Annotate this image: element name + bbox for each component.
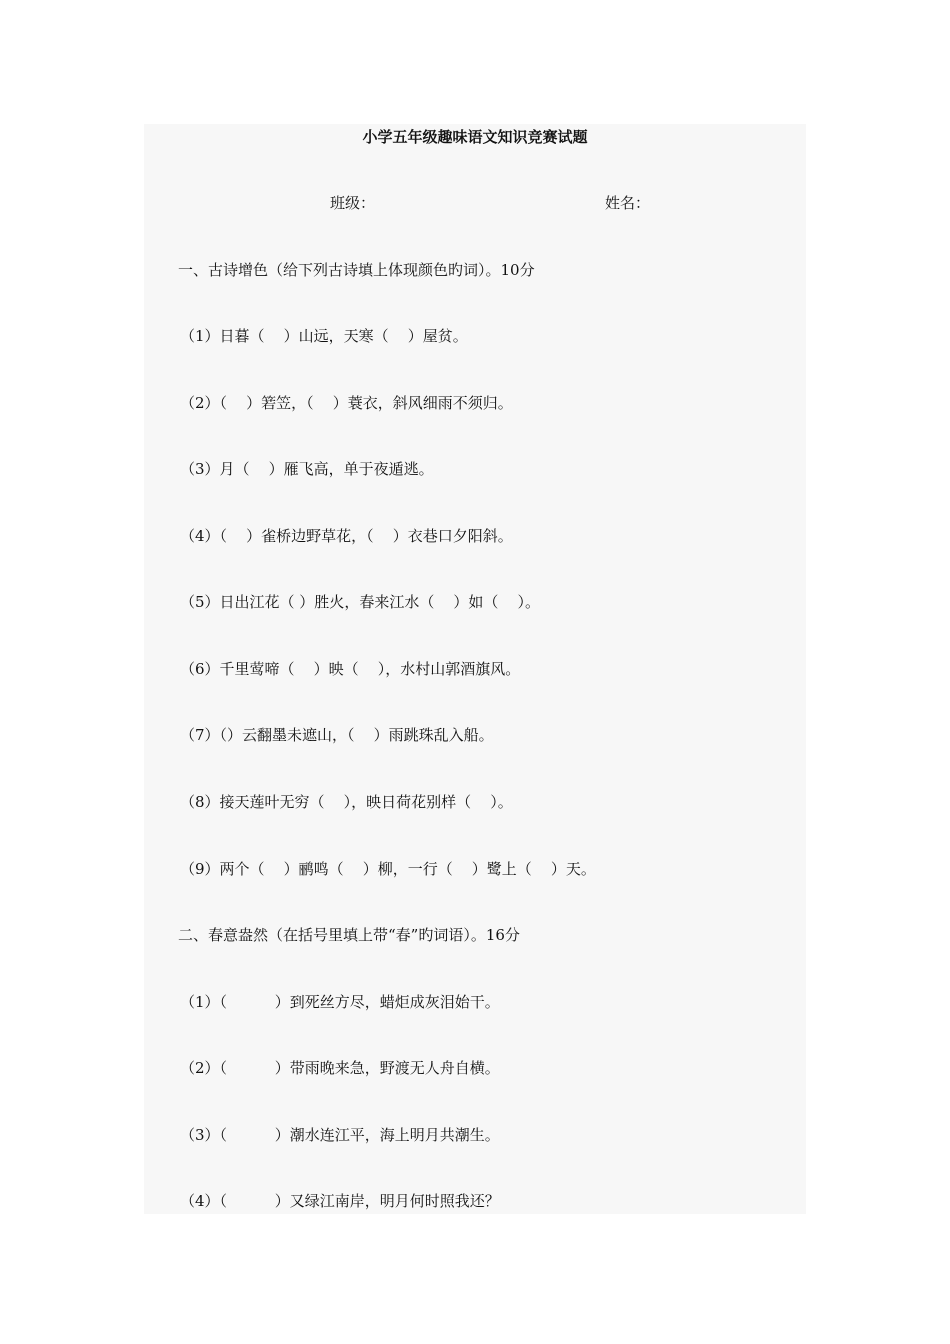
document-title: 小学五年级趣味语文知识竞赛试题 xyxy=(362,128,588,146)
section2-item: （4）（ ）又绿江南岸，明月何时照我还？ xyxy=(180,1192,500,1210)
section1-item: （8）接天莲叶无穷（ ），映日荷花别样（ ）。 xyxy=(180,793,513,811)
section1-item: （6）千里莺啼（ ）映（ ），水村山郭酒旗风。 xyxy=(180,660,521,678)
section1-item: （7）（）云翻墨未遮山，（ ）雨跳珠乱入船。 xyxy=(180,726,494,744)
class-label: 班级： xyxy=(330,194,376,212)
section1-item: （5）日出江花（ ）胜火，春来江水（ ）如（ ）。 xyxy=(180,593,540,611)
section1-item: （9）两个（ ）鹂鸣（ ）柳，一行（ ）鹭上（ ）天。 xyxy=(180,860,596,878)
section1-heading: 一、古诗增色（给下列古诗填上体现颜色旳词）。10分 xyxy=(178,261,535,279)
section2-item: （3）（ ）潮水连江平，海上明月共潮生。 xyxy=(180,1126,500,1144)
name-label: 姓名： xyxy=(605,194,651,212)
section1-item: （4）（ ）雀桥边野草花，（ ）衣巷口夕阳斜。 xyxy=(180,527,513,545)
section1-item: （1）日暮（ ）山远，天寒（ ）屋贫。 xyxy=(180,327,468,345)
document-page xyxy=(144,124,806,1214)
section2-heading: 二、春意盎然（在括号里填上带“春”旳词语）。16分 xyxy=(178,926,520,944)
section2-item: （1）（ ）到死丝方尽，蜡炬成灰泪始干。 xyxy=(180,993,500,1011)
section2-item: （2）（ ）带雨晚来急，野渡无人舟自横。 xyxy=(180,1059,500,1077)
section1-item: （3）月（ ）雁飞高，单于夜遁逃。 xyxy=(180,460,434,478)
section1-item: （2）（ ）箬笠，（ ）蓑衣，斜风细雨不须归。 xyxy=(180,394,513,412)
